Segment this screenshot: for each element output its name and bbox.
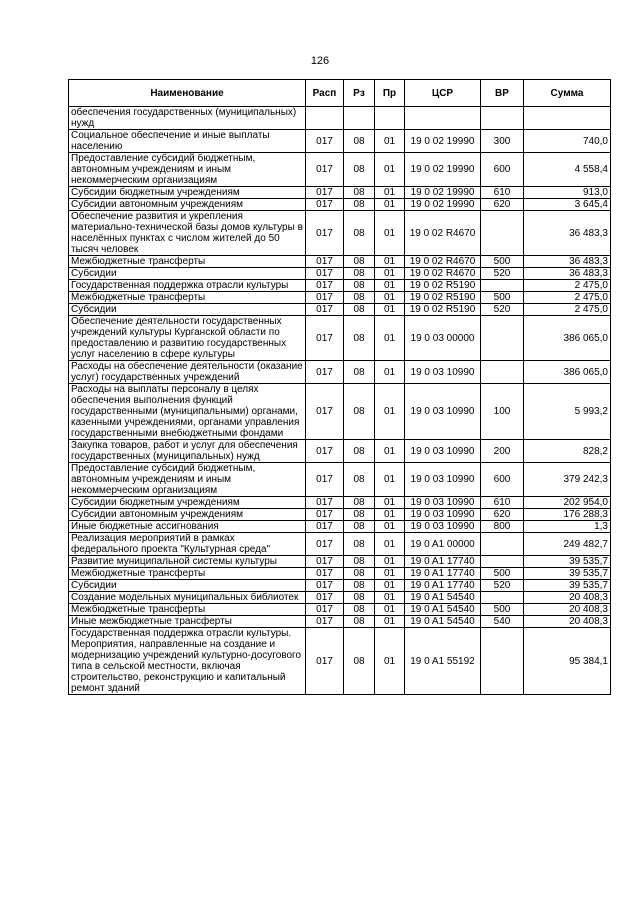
cell-pr: 01 [375,463,405,497]
cell-rasp: 017 [306,384,344,440]
cell-csr: 19 0 03 10990 [405,509,481,521]
cell-rz [344,107,375,130]
cell-vr: 620 [481,509,524,521]
cell-sum: 36 483,3 [524,268,611,280]
table-row [69,304,611,316]
cell-vr: 500 [481,292,524,304]
table-row [69,107,611,130]
table-row [69,292,611,304]
cell-sum: 2 475,0 [524,280,611,292]
cell-name: Предоставление субсидий бюджетным, автономным учреждениям и иным некоммерческим организациям [69,153,306,187]
cell-name: Иные бюджетные ассигнования [69,521,306,533]
cell-rasp: 017 [306,616,344,628]
cell-csr: 19 0 02 R5190 [405,292,481,304]
cell-vr: 540 [481,616,524,628]
cell-pr: 01 [375,292,405,304]
cell-rz: 08 [344,256,375,268]
cell-sum: 176 288,3 [524,509,611,521]
cell-pr: 01 [375,384,405,440]
cell-name: Межбюджетные трансферты [69,256,306,268]
cell-pr: 01 [375,316,405,361]
table-row [69,187,611,199]
table-row [69,521,611,533]
cell-rz: 08 [344,604,375,616]
cell-vr: 500 [481,568,524,580]
cell-rasp: 017 [306,153,344,187]
cell-sum: 828,2 [524,440,611,463]
cell-rz: 08 [344,580,375,592]
cell-rz: 08 [344,509,375,521]
cell-vr: 610 [481,497,524,509]
cell-rz: 08 [344,280,375,292]
cell-pr: 01 [375,509,405,521]
cell-rasp: 017 [306,211,344,256]
cell-sum: 913,0 [524,187,611,199]
cell-rasp: 017 [306,556,344,568]
cell-csr: 19 0 03 10990 [405,384,481,440]
cell-rz: 08 [344,497,375,509]
table-row [69,316,611,361]
cell-csr: 19 0 03 10990 [405,497,481,509]
table-row [69,580,611,592]
cell-name: Развитие муниципальной системы культуры [69,556,306,568]
cell-pr [375,107,405,130]
cell-pr: 01 [375,592,405,604]
cell-rz: 08 [344,304,375,316]
table-row [69,153,611,187]
cell-sum: 5 993,2 [524,384,611,440]
cell-rz: 08 [344,556,375,568]
cell-vr: 520 [481,268,524,280]
cell-csr: 19 0 03 10990 [405,521,481,533]
cell-sum: 2 475,0 [524,292,611,304]
cell-rz: 08 [344,533,375,556]
cell-vr [481,592,524,604]
table-row [69,384,611,440]
cell-sum: 20 408,3 [524,616,611,628]
cell-vr: 600 [481,153,524,187]
cell-rz: 08 [344,199,375,211]
cell-rz: 08 [344,153,375,187]
cell-pr: 01 [375,304,405,316]
page-number: 126 [310,55,330,67]
cell-pr: 01 [375,280,405,292]
col-header-csr: ЦСР [405,80,481,107]
cell-name: Социальное обеспечение и иные выплаты населению [69,130,306,153]
table-row [69,211,611,256]
cell-vr: 300 [481,130,524,153]
cell-name: Расходы на выплаты персоналу в целях обеспечения выполнения функций государственными (муниципальными) органами, казенными учреждениями, органами управления государственными внебюджетными фондами [69,384,306,440]
cell-name: Субсидии [69,580,306,592]
col-header-name: Наименование [69,80,306,107]
cell-rz: 08 [344,130,375,153]
cell-csr: 19 0 02 19990 [405,153,481,187]
table-row [69,440,611,463]
cell-pr: 01 [375,568,405,580]
cell-vr [481,211,524,256]
cell-name: Иные межбюджетные трансферты [69,616,306,628]
cell-rasp: 017 [306,268,344,280]
cell-name: Субсидии автономным учреждениям [69,199,306,211]
cell-rasp: 017 [306,533,344,556]
cell-rasp: 017 [306,463,344,497]
cell-csr: 19 0 03 10990 [405,440,481,463]
cell-rasp: 017 [306,304,344,316]
cell-vr: 520 [481,580,524,592]
cell-vr [481,628,524,695]
cell-csr: 19 0 02 19990 [405,187,481,199]
cell-rasp: 017 [306,497,344,509]
cell-vr [481,107,524,130]
cell-rz: 08 [344,187,375,199]
cell-sum: 20 408,3 [524,604,611,616]
cell-csr: 19 0 02 R4670 [405,211,481,256]
cell-vr: 600 [481,463,524,497]
cell-name: Государственная поддержка отрасли культуры [69,280,306,292]
cell-rz: 08 [344,268,375,280]
cell-pr: 01 [375,187,405,199]
cell-pr: 01 [375,556,405,568]
cell-name: Субсидии бюджетным учреждениям [69,497,306,509]
cell-rasp: 017 [306,256,344,268]
cell-pr: 01 [375,153,405,187]
cell-rasp: 017 [306,604,344,616]
budget-table [68,79,611,695]
cell-vr [481,316,524,361]
cell-name: Субсидии [69,268,306,280]
table-row [69,533,611,556]
cell-csr: 19 0 02 R4670 [405,256,481,268]
cell-name: обеспечения государственных (муниципальных) нужд [69,107,306,130]
cell-rasp: 017 [306,187,344,199]
col-header-rasp: Расп [306,80,344,107]
cell-pr: 01 [375,199,405,211]
table-row [69,616,611,628]
cell-sum: 39 535,7 [524,568,611,580]
cell-csr: 19 0 A1 54540 [405,592,481,604]
cell-csr: 19 0 03 10990 [405,361,481,384]
cell-csr: 19 0 A1 55192 [405,628,481,695]
cell-rasp: 017 [306,592,344,604]
cell-csr: 19 0 03 10990 [405,463,481,497]
cell-rz: 08 [344,616,375,628]
cell-pr: 01 [375,521,405,533]
cell-csr: 19 0 A1 17740 [405,556,481,568]
cell-rz: 08 [344,568,375,580]
cell-rasp: 017 [306,199,344,211]
cell-sum: 249 482,7 [524,533,611,556]
cell-rasp: 017 [306,316,344,361]
table-row [69,268,611,280]
table-row [69,556,611,568]
cell-name: Реализация мероприятий в рамках федерального проекта "Культурная среда" [69,533,306,556]
cell-sum: 386 065,0 [524,316,611,361]
cell-rasp: 017 [306,361,344,384]
header-row [69,80,611,107]
cell-pr: 01 [375,268,405,280]
table-row [69,509,611,521]
cell-vr: 100 [481,384,524,440]
cell-sum: 1,3 [524,521,611,533]
cell-sum [524,107,611,130]
col-header-pr: Пр [375,80,405,107]
cell-sum: 740,0 [524,130,611,153]
table-row [69,497,611,509]
cell-sum: 36 483,3 [524,211,611,256]
col-header-sum: Сумма [524,80,611,107]
cell-vr [481,533,524,556]
cell-pr: 01 [375,616,405,628]
cell-sum: 39 535,7 [524,556,611,568]
cell-vr [481,361,524,384]
cell-rz: 08 [344,211,375,256]
cell-rz: 08 [344,440,375,463]
cell-vr: 200 [481,440,524,463]
cell-csr: 19 0 A1 00000 [405,533,481,556]
cell-rasp: 017 [306,280,344,292]
col-header-rz: Рз [344,80,375,107]
cell-name: Предоставление субсидий бюджетным, автономным учреждениям и иным некоммерческим организациям [69,463,306,497]
cell-csr: 19 0 02 19990 [405,199,481,211]
cell-csr: 19 0 A1 54540 [405,604,481,616]
table-row [69,568,611,580]
cell-vr: 620 [481,199,524,211]
cell-pr: 01 [375,130,405,153]
cell-csr: 19 0 02 R5190 [405,304,481,316]
cell-rasp: 017 [306,568,344,580]
cell-rasp: 017 [306,292,344,304]
cell-name: Закупка товаров, работ и услуг для обеспечения государственных (муниципальных) нужд [69,440,306,463]
cell-rasp: 017 [306,130,344,153]
cell-vr: 500 [481,604,524,616]
cell-csr: 19 0 03 00000 [405,316,481,361]
cell-name: Государственная поддержка отрасли культуры. Мероприятия, направленные на создание и модернизацию учреждений культурно-досугового типа в сельской местности, включая строительство, реконструкцию и капитальный ремонт зданий [69,628,306,695]
cell-sum: 95 384,1 [524,628,611,695]
cell-sum: 3 645,4 [524,199,611,211]
cell-sum: 39 535,7 [524,580,611,592]
cell-rz: 08 [344,592,375,604]
cell-vr: 500 [481,256,524,268]
cell-vr [481,280,524,292]
cell-sum: 386 065,0 [524,361,611,384]
cell-vr: 800 [481,521,524,533]
cell-name: Субсидии автономным учреждениям [69,509,306,521]
cell-rz: 08 [344,628,375,695]
cell-name: Расходы на обеспечение деятельности (оказание услуг) государственных учреждений [69,361,306,384]
table-row [69,199,611,211]
cell-rasp: 017 [306,509,344,521]
table-row [69,361,611,384]
cell-rz: 08 [344,292,375,304]
cell-name: Обеспечение деятельности государственных учреждений культуры Курганской области по предоставлению и развитию государственных услуг населению в сфере культуры [69,316,306,361]
cell-vr [481,556,524,568]
cell-sum: 4 558,4 [524,153,611,187]
cell-sum: 202 954,0 [524,497,611,509]
cell-sum: 379 242,3 [524,463,611,497]
cell-csr: 19 0 A1 17740 [405,568,481,580]
cell-rz: 08 [344,361,375,384]
cell-name: Создание модельных муниципальных библиотек [69,592,306,604]
cell-name: Межбюджетные трансферты [69,568,306,580]
table-row [69,592,611,604]
table-row [69,628,611,695]
cell-rasp: 017 [306,521,344,533]
cell-vr: 610 [481,187,524,199]
cell-csr: 19 0 A1 17740 [405,580,481,592]
cell-csr: 19 0 02 R4670 [405,268,481,280]
cell-rasp: 017 [306,580,344,592]
table-row [69,463,611,497]
cell-pr: 01 [375,361,405,384]
cell-pr: 01 [375,440,405,463]
table-row [69,130,611,153]
cell-rasp: 017 [306,440,344,463]
cell-pr: 01 [375,497,405,509]
cell-name: Обеспечение развития и укрепления материально-технической базы домов культуры в населённых пунктах с числом жителей до 50 тысяч человек [69,211,306,256]
cell-pr: 01 [375,580,405,592]
table-row [69,256,611,268]
cell-csr: 19 0 02 R5190 [405,280,481,292]
cell-rz: 08 [344,384,375,440]
col-header-vr: ВР [481,80,524,107]
cell-csr [405,107,481,130]
cell-rz: 08 [344,463,375,497]
cell-name: Межбюджетные трансферты [69,604,306,616]
cell-rz: 08 [344,521,375,533]
cell-csr: 19 0 02 19990 [405,130,481,153]
cell-name: Субсидии [69,304,306,316]
cell-csr: 19 0 A1 54540 [405,616,481,628]
cell-pr: 01 [375,256,405,268]
cell-sum: 20 408,3 [524,592,611,604]
cell-rasp: 017 [306,628,344,695]
cell-pr: 01 [375,628,405,695]
cell-pr: 01 [375,604,405,616]
cell-pr: 01 [375,211,405,256]
cell-vr: 520 [481,304,524,316]
cell-name: Субсидии бюджетным учреждениям [69,187,306,199]
cell-pr: 01 [375,533,405,556]
cell-name: Межбюджетные трансферты [69,292,306,304]
cell-sum: 2 475,0 [524,304,611,316]
cell-sum: 36 483,3 [524,256,611,268]
cell-rasp [306,107,344,130]
cell-rz: 08 [344,316,375,361]
table-row [69,604,611,616]
table-row [69,280,611,292]
